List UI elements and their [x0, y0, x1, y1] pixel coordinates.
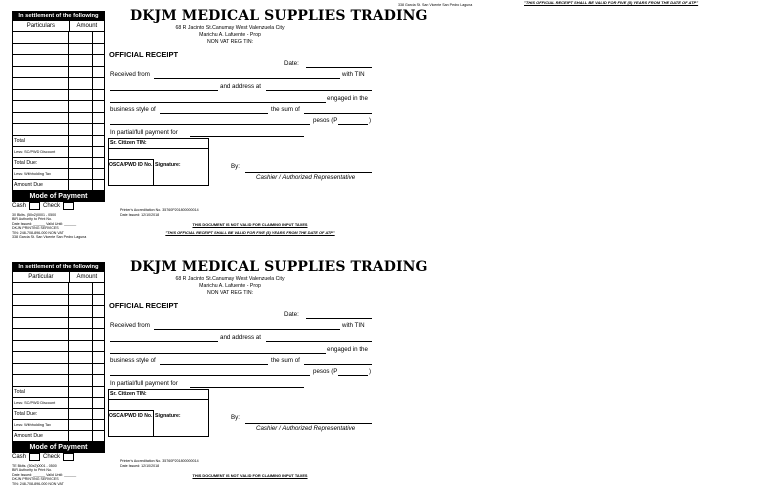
- particulars-cell[interactable]: [69, 78, 93, 89]
- particulars-cell[interactable]: [69, 101, 93, 112]
- sum-of-line[interactable]: [304, 113, 372, 114]
- sr-citizen-label: Sr. Citizen TIN:: [110, 391, 147, 397]
- col-amount: Amount: [76, 274, 98, 280]
- particulars-cell[interactable]: [93, 283, 104, 294]
- date-issued: Date Issued: 12/10/2018: [120, 464, 160, 468]
- proprietor: Marichu A. Lafuente - Prop: [199, 283, 261, 289]
- discount-label: Less: SC/PWD Discount: [13, 398, 69, 408]
- with-tin-label: with TIN: [342, 322, 365, 329]
- particulars-cell[interactable]: [69, 306, 93, 317]
- total-label: Total: [13, 136, 69, 146]
- total-due-row: [12, 158, 105, 169]
- sum-of-label: the sum of: [271, 357, 300, 364]
- printer-info: [12, 213, 105, 241]
- printer-info-line: Date Issued: ______ Valid Until: ______: [12, 472, 77, 477]
- by-label: By:: [231, 414, 240, 421]
- particulars-cell[interactable]: [93, 55, 104, 66]
- particulars-cell[interactable]: [13, 78, 69, 89]
- settlement-header: In settlement of the following: [12, 11, 105, 21]
- particulars-cell[interactable]: [13, 375, 69, 386]
- top-address: 338 Garcia St. San Vicente San Pedro Laguna: [398, 3, 473, 7]
- particulars-cell[interactable]: [69, 32, 93, 43]
- address-line-2[interactable]: [110, 353, 326, 354]
- mode-of-payment-header: Mode of Payment: [12, 442, 105, 453]
- particulars-cell[interactable]: [13, 44, 69, 55]
- particulars-cell[interactable]: [69, 295, 93, 306]
- particulars-cell[interactable]: [93, 375, 104, 386]
- vat-reg-tin: NON VAT REG TIN:: [206, 290, 254, 296]
- company-name: DKJM MEDICAL SUPPLIES TRADING: [130, 8, 428, 24]
- received-from-label: Received from: [110, 322, 150, 329]
- company-address: 68 R Jacinto St.Canumay West Valenzuela City: [175, 25, 285, 31]
- particulars-row[interactable]: [13, 375, 104, 386]
- by-label: By:: [231, 163, 240, 170]
- particulars-cell[interactable]: [69, 364, 93, 375]
- settlement-rows: [12, 283, 105, 387]
- particulars-row[interactable]: [13, 113, 104, 125]
- particulars-cell[interactable]: [69, 67, 93, 78]
- particulars-cell[interactable]: [93, 32, 104, 43]
- cash-label: Cash: [12, 454, 27, 460]
- particulars-cell[interactable]: [13, 364, 69, 375]
- particulars-row[interactable]: [13, 306, 104, 318]
- sum-of-label: the sum of: [271, 106, 300, 113]
- sum-words-line[interactable]: [110, 375, 310, 376]
- discount-label: Less: SC/PWD Discount: [13, 147, 69, 157]
- particulars-cell[interactable]: [69, 329, 93, 340]
- pesos-amount-line[interactable]: [338, 375, 368, 376]
- total-row: [12, 387, 105, 398]
- pesos-amount-line[interactable]: [338, 124, 368, 125]
- company-name: DKJM MEDICAL SUPPLIES TRADING: [130, 259, 428, 275]
- particulars-cell[interactable]: [93, 295, 104, 306]
- vat-reg-tin: NON VAT REG TIN:: [206, 39, 254, 45]
- accreditation-no: Printer's Accreditation No. 35760P201800000014: [120, 208, 199, 212]
- address-label: and address at: [220, 83, 261, 90]
- business-style-label: business style of: [110, 106, 156, 113]
- particulars-cell[interactable]: [13, 90, 69, 101]
- validity-note: "THIS OFFICIAL RECEIPT SHALL BE VALID FOR FIVE (5) YEARS FROM THE DATE OF ATP": [165, 230, 335, 235]
- particulars-cell[interactable]: [13, 329, 69, 340]
- particulars-cell[interactable]: [69, 352, 93, 363]
- printer-info: [12, 464, 105, 487]
- business-style-line[interactable]: [160, 113, 268, 114]
- company-address: 68 R Jacinto St.Canumay West Valenzuela City: [175, 276, 285, 282]
- particulars-cell[interactable]: [93, 329, 104, 340]
- settlement-columns: [12, 272, 105, 283]
- top-validity-note: "THIS OFFICIAL RECEIPT SHALL BE VALID FOR FIVE (5) YEARS FROM THE DATE OF ATP": [524, 0, 699, 5]
- total-due-label: Total Due:: [13, 158, 69, 168]
- printer-info-line: BIR Authority to Print No.: [12, 217, 52, 222]
- particulars-cell[interactable]: [93, 124, 104, 135]
- cash-checkbox[interactable]: [29, 202, 40, 210]
- address-line[interactable]: [266, 341, 372, 342]
- particulars-cell[interactable]: [13, 283, 69, 294]
- business-style-label: business style of: [110, 357, 156, 364]
- signature-label: Signature:: [155, 413, 181, 419]
- particulars-row[interactable]: [13, 283, 104, 295]
- pesos-label: pesos (P: [313, 368, 338, 375]
- col-particulars: Particulars: [13, 21, 70, 31]
- particulars-cell[interactable]: [13, 113, 69, 124]
- particulars-cell[interactable]: [13, 101, 69, 112]
- withholding-row: [12, 420, 105, 431]
- check-label: Check: [43, 203, 61, 209]
- signature-label: Signature:: [155, 162, 181, 168]
- settlement-rows: [12, 32, 105, 136]
- particulars-cell[interactable]: [13, 306, 69, 317]
- particulars-row[interactable]: [13, 67, 104, 79]
- printer-info-line: TIN: 248-708-896-000 NON VAT: [12, 481, 64, 486]
- date-issued: Date Issued: 12/10/2018: [120, 213, 160, 217]
- particulars-row[interactable]: [13, 352, 104, 364]
- particulars-cell[interactable]: [69, 44, 93, 55]
- withholding-label: Less: Withholding Tax: [13, 169, 69, 179]
- tin-line[interactable]: [110, 90, 218, 91]
- particulars-cell[interactable]: [13, 67, 69, 78]
- sr-citizen-label: Sr. Citizen TIN:: [110, 140, 147, 146]
- settlement-table: [12, 11, 105, 240]
- particulars-cell[interactable]: [13, 55, 69, 66]
- total-label: Total: [13, 387, 69, 397]
- total-row: [12, 136, 105, 147]
- by-line[interactable]: [245, 423, 372, 424]
- partial-payment-label: In partial/full payment for: [110, 380, 178, 387]
- settlement-table: [12, 262, 105, 486]
- particulars-cell[interactable]: [13, 341, 69, 352]
- particulars-row[interactable]: [13, 364, 104, 376]
- printer-info-line: Date Issued: ______ Valid Until: ______: [12, 221, 77, 226]
- not-valid-note: THIS DOCUMENT IS NOT VALID FOR CLAIMING INPUT TAXES: [192, 222, 308, 227]
- particulars-cell[interactable]: [69, 318, 93, 329]
- pesos-close: ): [369, 117, 372, 124]
- osca-label: OSCA/PWD ID No.: [109, 413, 153, 419]
- partial-payment-label: In partial/full payment for: [110, 129, 178, 136]
- particulars-cell[interactable]: [93, 101, 104, 112]
- particulars-row[interactable]: [13, 295, 104, 307]
- col-amount: Amount: [76, 23, 98, 29]
- date-line[interactable]: [306, 67, 372, 68]
- check-label: Check: [43, 454, 61, 460]
- total-due-label: Total Due:: [13, 409, 69, 419]
- date-label: Date:: [284, 60, 299, 67]
- particulars-row[interactable]: [13, 341, 104, 353]
- printer-info-line: DKJN PRINTING SERVICES: [12, 226, 59, 231]
- printer-info-line: TE Bklts. (50x2)0001 - 0500: [12, 463, 57, 468]
- particulars-cell[interactable]: [69, 341, 93, 352]
- particulars-cell[interactable]: [13, 352, 69, 363]
- particulars-cell[interactable]: [69, 283, 93, 294]
- engaged-label: engaged in the: [327, 95, 368, 102]
- amount-due-row: [12, 431, 105, 442]
- particulars-row[interactable]: [13, 32, 104, 44]
- official-receipt: [0, 251, 428, 491]
- not-valid-note: THIS DOCUMENT IS NOT VALID FOR CLAIMING INPUT TAXES: [192, 473, 308, 478]
- date-line[interactable]: [306, 318, 372, 319]
- particulars-cell[interactable]: [69, 375, 93, 386]
- particulars-row[interactable]: [13, 329, 104, 341]
- particulars-cell[interactable]: [93, 78, 104, 89]
- sum-words-line[interactable]: [110, 124, 310, 125]
- particulars-row[interactable]: [13, 318, 104, 330]
- settlement-columns: [12, 21, 105, 32]
- withholding-label: Less: Withholding Tax: [13, 420, 69, 430]
- by-line[interactable]: [245, 172, 372, 173]
- cashier-label: Cashier / Authorized Representative: [256, 174, 356, 181]
- particulars-row[interactable]: [13, 78, 104, 90]
- sum-of-line[interactable]: [304, 364, 372, 365]
- payment-options: [12, 453, 105, 462]
- cash-checkbox[interactable]: [29, 453, 40, 461]
- payment-options: [12, 202, 105, 211]
- withholding-row: [12, 169, 105, 180]
- check-checkbox[interactable]: [63, 453, 74, 461]
- printer-info-line: TIN: 248-708-896-000 NON VAT: [12, 230, 64, 235]
- particulars-row[interactable]: [13, 101, 104, 113]
- particulars-cell[interactable]: [69, 124, 93, 135]
- particulars-row[interactable]: [13, 44, 104, 56]
- accreditation-no: Printer's Accreditation No. 35760P201800000014: [120, 459, 199, 463]
- received-from-line[interactable]: [154, 78, 340, 79]
- check-checkbox[interactable]: [63, 202, 74, 210]
- particulars-row[interactable]: [13, 124, 104, 135]
- printer-info-line: 338 Garcia St. San Vicente San Pedro Laguna: [12, 235, 87, 240]
- partial-payment-line[interactable]: [190, 387, 304, 388]
- pesos-label: pesos (P: [313, 117, 338, 124]
- particulars-cell[interactable]: [69, 55, 93, 66]
- address-line[interactable]: [266, 90, 372, 91]
- with-tin-label: with TIN: [342, 71, 365, 78]
- particulars-cell[interactable]: [13, 318, 69, 329]
- settlement-header: In settlement of the following: [12, 262, 105, 272]
- address-line-2[interactable]: [110, 102, 326, 103]
- particulars-cell[interactable]: [93, 318, 104, 329]
- proprietor: Marichu A. Lafuente - Prop: [199, 32, 261, 38]
- particulars-cell[interactable]: [93, 306, 104, 317]
- particulars-cell[interactable]: [13, 295, 69, 306]
- osca-label: OSCA/PWD ID No.: [109, 162, 153, 168]
- printer-info-line: DKJN PRINTING SERVICES: [12, 477, 59, 482]
- pesos-close: ): [369, 368, 372, 375]
- address-label: and address at: [220, 334, 261, 341]
- particulars-row[interactable]: [13, 90, 104, 102]
- cash-label: Cash: [12, 203, 27, 209]
- printer-info-line: BIR Authority to Print No.: [12, 468, 52, 473]
- engaged-label: engaged in the: [327, 346, 368, 353]
- or-title: OFFICIAL RECEIPT: [109, 50, 179, 59]
- received-from-label: Received from: [110, 71, 150, 78]
- partial-payment-line[interactable]: [190, 136, 304, 137]
- business-style-line[interactable]: [160, 364, 268, 365]
- amount-due-label: Amount Due: [13, 431, 69, 441]
- official-receipt: [0, 0, 428, 240]
- discount-row: [12, 147, 105, 158]
- date-label: Date:: [284, 311, 299, 318]
- particulars-cell[interactable]: [93, 364, 104, 375]
- particulars-cell[interactable]: [13, 124, 69, 135]
- particulars-cell[interactable]: [93, 44, 104, 55]
- particulars-cell[interactable]: [13, 32, 69, 43]
- particulars-cell[interactable]: [69, 90, 93, 101]
- particulars-row[interactable]: [13, 55, 104, 67]
- amount-due-row: [12, 180, 105, 191]
- received-from-line[interactable]: [154, 329, 340, 330]
- discount-row: [12, 398, 105, 409]
- or-title: OFFICIAL RECEIPT: [109, 301, 179, 310]
- mode-of-payment-header: Mode of Payment: [12, 191, 105, 202]
- particulars-cell[interactable]: [69, 113, 93, 124]
- particulars-cell[interactable]: [93, 352, 104, 363]
- tin-line[interactable]: [110, 341, 218, 342]
- total-due-row: [12, 409, 105, 420]
- particulars-cell[interactable]: [93, 113, 104, 124]
- printer-info-line: 30 Bklts. (50x2)0001 - 0500: [12, 212, 57, 217]
- particulars-cell[interactable]: [93, 67, 104, 78]
- col-particulars: Particular: [13, 272, 70, 282]
- amount-due-label: Amount Due: [13, 180, 69, 190]
- particulars-cell[interactable]: [93, 90, 104, 101]
- cashier-label: Cashier / Authorized Representative: [256, 425, 356, 432]
- particulars-cell[interactable]: [93, 341, 104, 352]
